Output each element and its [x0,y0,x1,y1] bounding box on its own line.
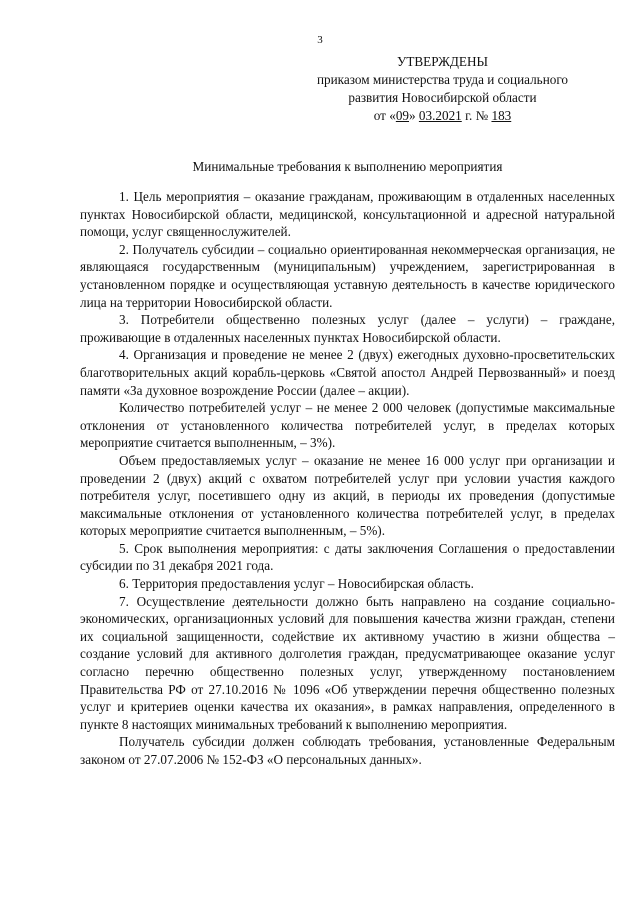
approval-month-year: 03.2021 [418,108,462,123]
approval-heading: УТВЕРЖДЕНЫ [396,54,488,69]
approval-block [300,53,585,125]
page-number: 3 [317,34,323,46]
paragraph-5-term: 5. Срок выполнения мероприятия: с даты заключения Соглашения о предоставлении субсидии по 31 декабря 2021 года. [80,540,615,574]
paragraph-service-volume: Объем предоставляемых услуг – оказание не менее 16 000 услуг при организации и проведении 2 (двух) акций с охватом потребителей услуг при условии участия каждого потребителя услуг, посетившего одну из акций, в периоды их проведения (допустимые максимальные отклонения от установленного количества потребителей услуг, в пределах которых мероприятие считается выполненным, – 5%). [80,452,615,539]
paragraph-4-organization: 4. Организация и проведение не менее 2 (двух) ежегодных духовно-просветительских благотворительных акций корабль-церковь «Святой апостол Андрей Первозванный» и поезд памяти «За духовное возрождение России (далее – акции). [80,347,615,398]
approval-line-2: развития Новосибирской области [348,90,537,105]
document-body [80,188,615,769]
approval-number: 183 [491,108,512,123]
number-prefix: г. № [461,108,492,123]
paragraph-7-activity: 7. Осуществление деятельности должно быть направлено на создание социально-экономических, организационных условий для повышения качества жизни граждан, степени их социальной защищенности, содействие их активному участию в жизни общества – создание условий для активного долголетия граждан, предусматривающее оказание услуг согласно перечню общественно полезных услуг, утвержденному постановлением Правительства РФ от 27.10.2016 № 1096 «Об утверждении перечня общественно полезных услуг и критериев оценки качества их оказания», в рамках направления, определенного в пункте 8 настоящих минимальных требований к выполнению мероприятия. [80,593,615,732]
paragraph-2-recipient: 2. Получатель субсидии – социально ориентированная некоммерческая организация, не являющаяся государственным (муниципальным) учреждением, зарегистрированная в установленном порядке и осуществляющая уставную деятельность в качестве юридического лица на территории Новосибирской области. [80,241,615,310]
approval-line-1: приказом министерства труда и социального [316,72,569,87]
approval-date-line [300,107,585,125]
approval-day: 09 [395,108,410,123]
paragraph-3-consumers: 3. Потребители общественно полезных услуг (далее – услуги) – граждане, проживающие в отдаленных населенных пунктах Новосибирской области. [80,312,615,345]
document-title: Минимальные требования к выполнению мероприятия [192,159,503,174]
paragraph-consumer-count: Количество потребителей услуг – не менее 2 000 человек (допустимые максимальные отклонения от установленного количества потребителей услуг, в пределах которых мероприятие считается выполненным, – 3%). [80,400,615,451]
paragraph-personal-data: Получатель субсидии должен соблюдать требования, установленные Федеральным законом от 27.07.2006 № 152-ФЗ «О персональных данных». [80,734,615,767]
date-separator: » [409,108,419,123]
paragraph-1-goal: 1. Цель мероприятия – оказание гражданам, проживающим в отдаленных населенных пунктах Новосибирской области, медицинской, консультационной и адресной натуральной помощи, услуг священнослужителей. [80,189,615,240]
date-prefix: от « [373,108,396,123]
paragraph-6-territory: 6. Территория предоставления услуг – Новосибирская область. [119,576,474,592]
